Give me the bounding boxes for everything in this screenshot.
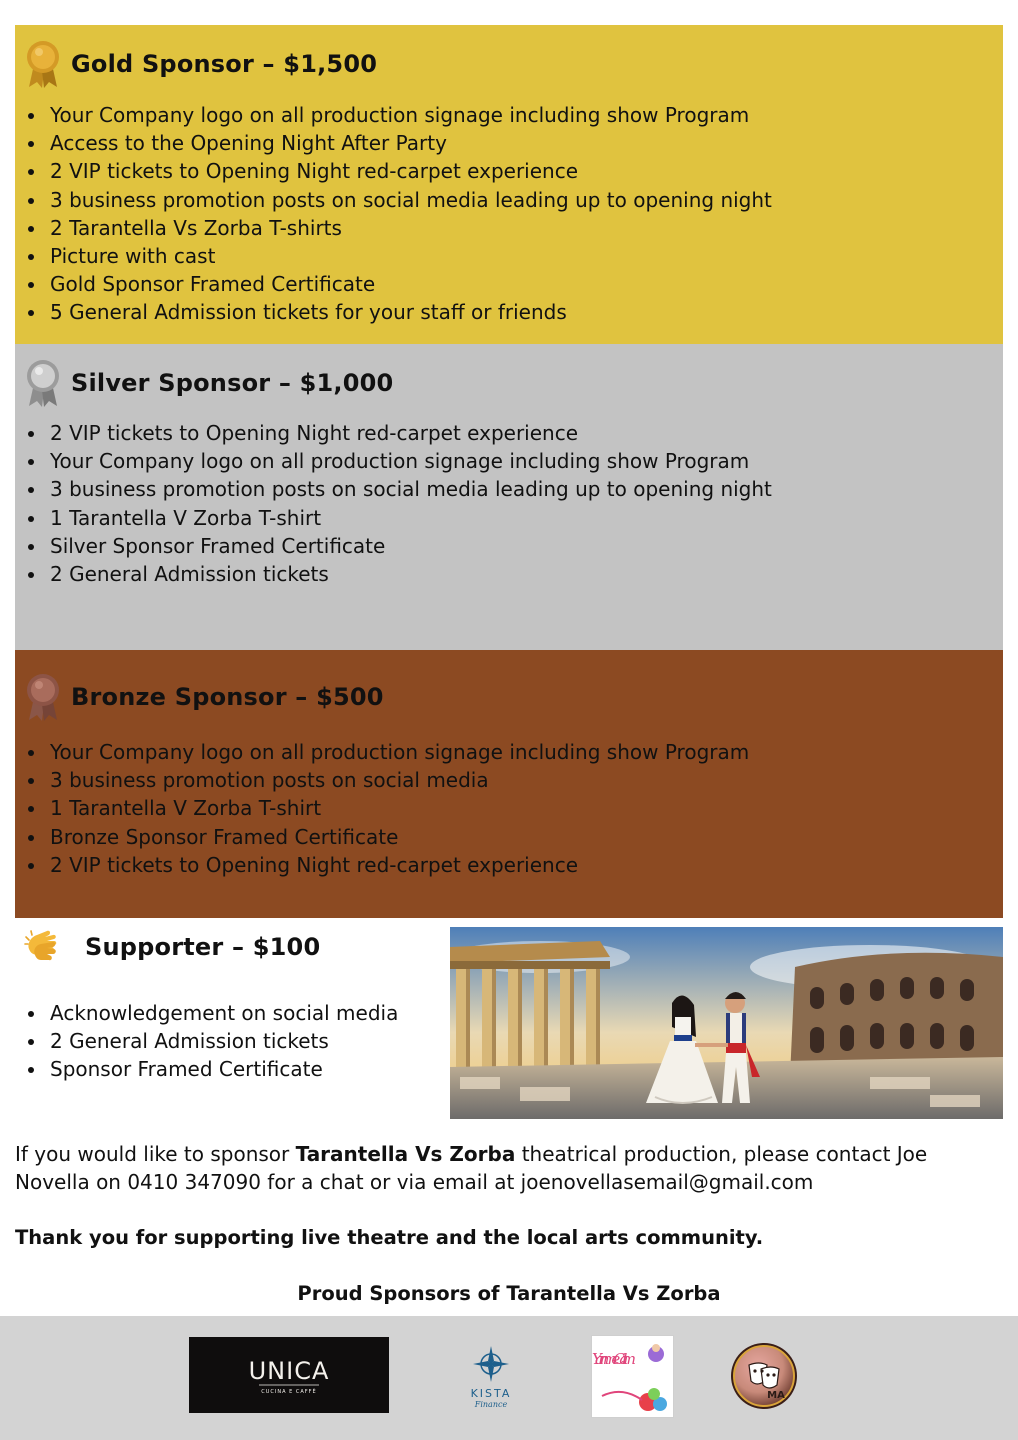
list-item: Bronze Sponsor Framed Certificate xyxy=(50,823,749,851)
bronze-sponsor-section xyxy=(15,650,1003,918)
list-item: 2 VIP tickets to Opening Night red-carpet experience xyxy=(50,157,772,185)
yarn-me-calm-logo xyxy=(591,1335,674,1418)
list-item: Acknowledgement on social media xyxy=(50,999,398,1027)
yarn-logo-name: Yarn me Calm xyxy=(592,1350,636,1368)
contact-paragraph xyxy=(15,1140,1003,1196)
supporter-title: Supporter – $100 xyxy=(85,933,321,961)
thank-you-message: Thank you for supporting live theatre and the local arts community. xyxy=(15,1226,764,1249)
list-item: 2 Tarantella Vs Zorba T-shirts xyxy=(50,214,772,242)
gold-sponsor-header xyxy=(25,39,377,89)
proud-sponsors-heading: Proud Sponsors of Tarantella Vs Zorba xyxy=(297,1282,721,1305)
kista-finance-logo xyxy=(460,1336,522,1414)
silver-sponsor-section xyxy=(15,344,1003,650)
list-item: 2 VIP tickets to Opening Night red-carpet experience xyxy=(50,851,749,879)
list-item: Picture with cast xyxy=(50,242,772,270)
list-item: Sponsor Framed Certificate xyxy=(50,1055,398,1083)
list-item: 3 business promotion posts on social media leading up to opening night xyxy=(50,186,772,214)
bronze-medal-icon xyxy=(25,672,61,722)
list-item: Access to the Opening Night After Party xyxy=(50,129,772,157)
theatre-masks-logo xyxy=(729,1341,799,1411)
compass-icon xyxy=(473,1346,509,1382)
contact-suffix: theatrical production, please contact Joe Novella on 0410 347090 for a chat or via email at joenovellasemail@gmail.com xyxy=(15,1142,928,1194)
supporter-header xyxy=(23,927,320,967)
theatre-logo-name: MA xyxy=(767,1390,785,1401)
supporter-benefit-list xyxy=(50,999,398,1084)
list-item: 5 General Admission tickets for your staff or friends xyxy=(50,298,772,326)
silver-medal-icon xyxy=(25,358,61,408)
unica-logo-name: UNICA xyxy=(248,1357,330,1385)
contact-prefix: If you would like to sponsor xyxy=(15,1142,296,1166)
gold-benefit-list xyxy=(50,101,772,327)
ruins-dancers-illustration xyxy=(450,927,1003,1119)
supporter-section xyxy=(15,925,445,1125)
list-item: Silver Sponsor Framed Certificate xyxy=(50,532,772,560)
bronze-sponsor-header xyxy=(25,672,384,722)
list-item: 3 business promotion posts on social media leading up to opening night xyxy=(50,475,772,503)
clapping-hands-icon xyxy=(23,927,63,967)
gold-medal-icon xyxy=(25,39,61,89)
kista-logo-tagline: Finance xyxy=(474,1400,508,1409)
silver-benefit-list xyxy=(50,419,772,588)
unica-logo-tagline: CUCINA E CAFFÈ xyxy=(261,1389,317,1395)
list-item: 2 General Admission tickets xyxy=(50,1027,398,1055)
gold-sponsor-title: Gold Sponsor – $1,500 xyxy=(71,50,378,78)
production-hero-image xyxy=(450,927,1003,1119)
show-name: Tarantella Vs Zorba xyxy=(295,1142,516,1166)
kista-logo-name: KISTA xyxy=(470,1387,512,1400)
gold-sponsor-section xyxy=(15,25,1003,344)
silver-sponsor-title: Silver Sponsor – $1,000 xyxy=(71,369,394,397)
list-item: Your Company logo on all production signage including show Program xyxy=(50,447,772,475)
bronze-sponsor-title: Bronze Sponsor – $500 xyxy=(71,683,384,711)
sponsor-logo-strip xyxy=(0,1316,1018,1440)
list-item: Your Company logo on all production signage including show Program xyxy=(50,101,772,129)
list-item: 1 Tarantella V Zorba T-shirt xyxy=(50,794,749,822)
list-item: Your Company logo on all production signage including show Program xyxy=(50,738,749,766)
unica-logo xyxy=(189,1337,389,1413)
list-item: 2 General Admission tickets xyxy=(50,560,772,588)
list-item: 2 VIP tickets to Opening Night red-carpet experience xyxy=(50,419,772,447)
silver-sponsor-header xyxy=(25,358,393,408)
list-item: 3 business promotion posts on social media xyxy=(50,766,749,794)
list-item: 1 Tarantella V Zorba T-shirt xyxy=(50,504,772,532)
list-item: Gold Sponsor Framed Certificate xyxy=(50,270,772,298)
bronze-benefit-list xyxy=(50,738,749,879)
